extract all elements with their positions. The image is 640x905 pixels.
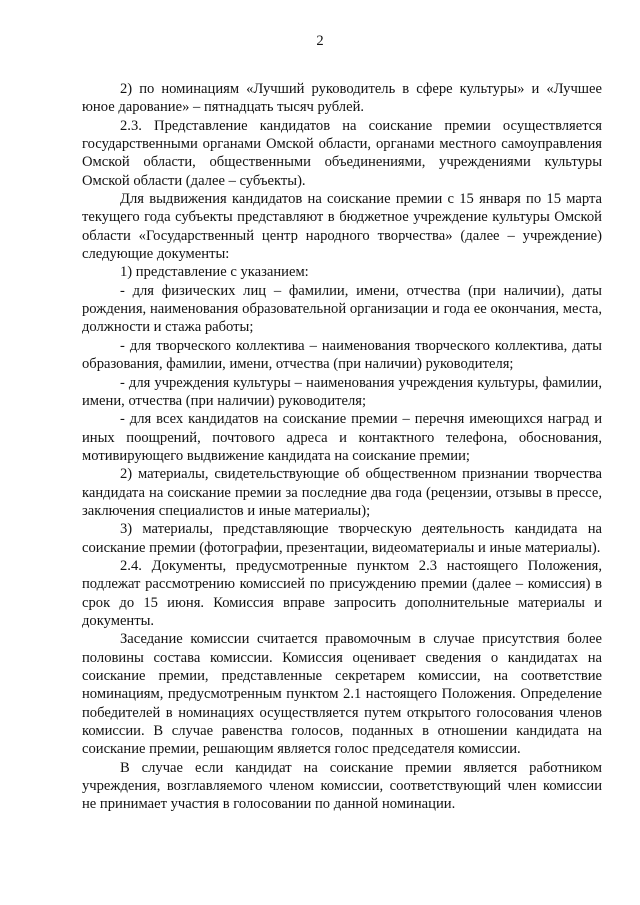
- document-body: [82, 80, 602, 814]
- paragraph-list-item-1: 1) представление с указанием:: [120, 264, 309, 281]
- paragraph-submission-deadline: Для выдвижения кандидатов на соискание премии с 15 января по 15 марта текущего года субъекты представляют в бюджетное учреждение культуры Омской области «Государственный центр народного творчества» (далее – учреждение) следующие документы:: [82, 191, 602, 263]
- paragraph-conflict-of-interest: В случае если кандидат на соискание премии является работником учреждения, возглавляемого членом комиссии, соответствующий член комиссии не принимает участия в голосовании по данной номинации.: [82, 759, 602, 813]
- paragraph-institutions: - для учреждения культуры – наименования учреждения культуры, фамилии, имени, отчества (при наличии) руководителя;: [82, 374, 602, 409]
- paragraph-list-item-2: 2) материалы, свидетельствующие об общественном признании творчества кандидата на соискание премии за последние два года (рецензии, отзывы в прессе, заключения специалистов и иные материалы);: [82, 466, 602, 519]
- paragraph-2-4: 2.4. Документы, предусмотренные пунктом 2.3 настоящего Положения, подлежат рассмотрению комиссией по присуждению премии (далее – комиссия) в срок до 15 июня. Комиссия вправе запросить дополнительные материалы и документы.: [82, 557, 602, 629]
- paragraph-list-item-3: 3) материалы, представляющие творческую деятельность кандидата на соискание премии (фотографии, презентации, видеоматериалы и иные материалы).: [82, 521, 602, 556]
- paragraph-individuals: - для физических лиц – фамилии, имени, отчества (при наличии), даты рождения, наименования образовательной организации и года ее окончания, места, должности и стажа работы;: [82, 282, 602, 336]
- page-number: 2: [316, 33, 324, 49]
- paragraph-nomination-prize: 2) по номинациям «Лучший руководитель в сфере культуры» и «Лучшее юное дарование» – пятнадцать тысяч рублей.: [82, 81, 602, 116]
- paragraph-2-3: 2.3. Представление кандидатов на соискание премии осуществляется государственными органами Омской области, органами местного самоуправления Омской области, общественными объединениями, учреждениями культуры Омской области (далее – субъекты).: [82, 117, 602, 189]
- paragraph-all-candidates: - для всех кандидатов на соискание премии – перечня имеющихся наград и иных поощрений, почтового адреса и контактного телефона, обоснования, мотивирующего выдвижение кандидата на соискание премии;: [82, 411, 602, 464]
- paragraph-collectives: - для творческого коллектива – наименования творческого коллектива, даты образования, фамилии, имени, отчества (при наличии) руководителя;: [82, 337, 602, 373]
- paragraph-commission-meeting: Заседание комиссии считается правомочным в случае присутствия более половины состава комиссии. Комиссия оценивает сведения о кандидатах на соискание премии, представленные секретарем комиссии, на соответствие номинациям, предусмотренным пунктом 2.1 настоящего Положения. Определение победителей в номинациях осуществляется путем открытого голосования членов комиссии. В случае равенства голосов, поданных в отношении кандидата на соискание премии, решающим является голос председателя комиссии.: [82, 631, 602, 758]
